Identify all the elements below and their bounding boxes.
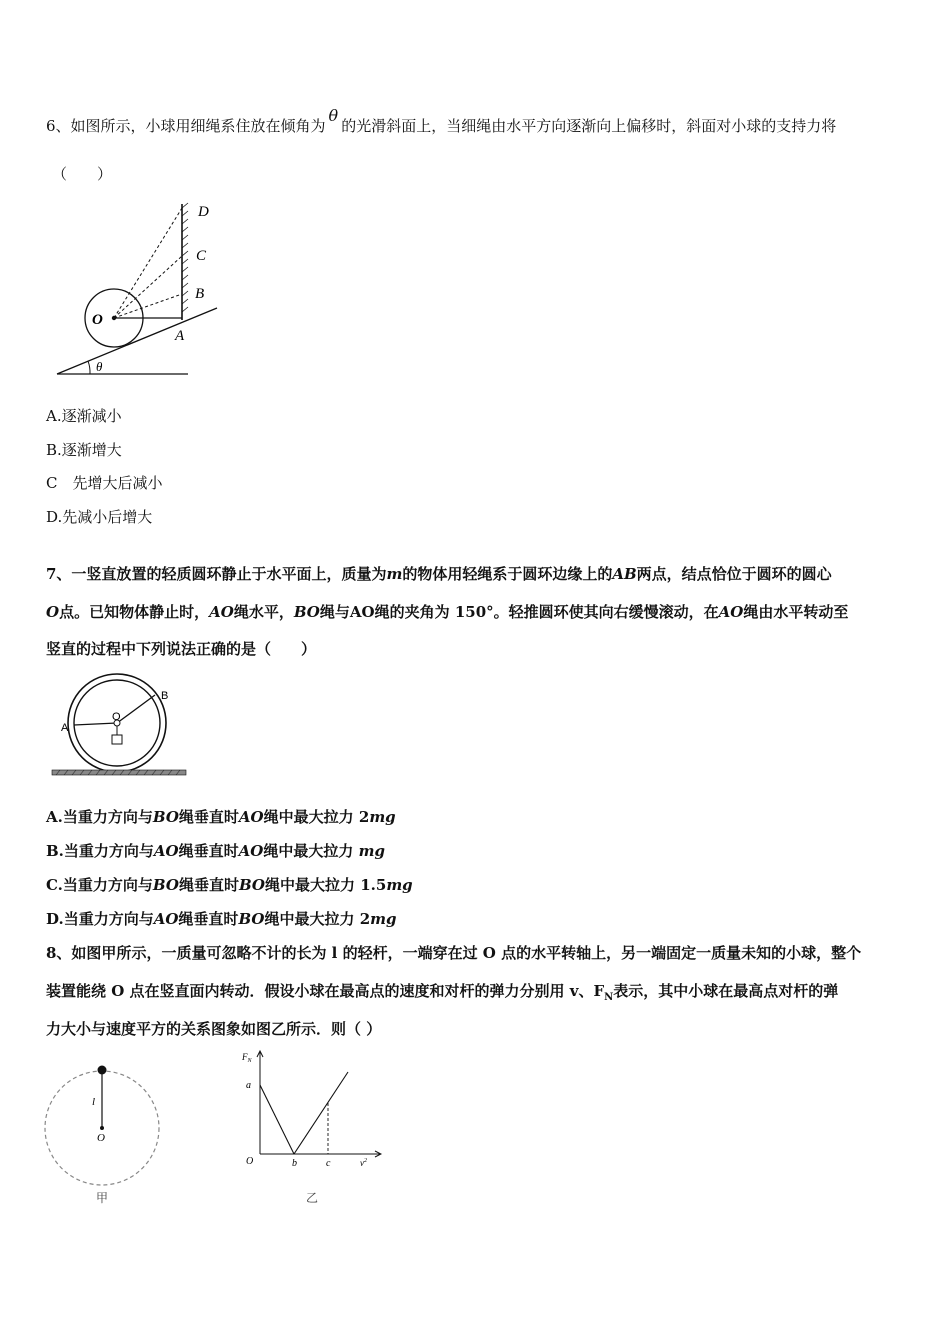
q7-mass-block [112,735,122,744]
q6-option-c[interactable]: C 先增大后减小 [46,474,163,492]
q7-opt-text: 绳中最大拉力 1.5 [264,876,387,894]
q7-mass-symbol: m [386,565,403,583]
q6-theta-symbol: θ [328,106,339,125]
q8-stem-line3: 力大小与速度平方的关系图象如图乙所示．则（ ） [46,1020,382,1038]
q8-yi-label-a: a [246,1080,251,1091]
q7-rope-bo-line [117,695,155,723]
q8-yi-caption: 乙 [306,1191,319,1205]
q7-option-c[interactable] [46,874,413,895]
q7-stem-line1 [46,563,832,584]
q7-opt-text: 绳中最大拉力 2 [264,910,371,928]
q7-opt-text: D.当重力方向与 [46,910,154,928]
q8-yi-label-b: b [292,1158,297,1169]
q8-yi-label-c: c [326,1158,331,1169]
q7-rope-bo: BO [293,603,320,621]
q7-text: 7、一竖直放置的轻质圆环静止于水平面上，质量为 [46,565,387,583]
q7-text: 的物体用轻绳系于圆环边缘上的 [402,565,613,583]
q8-figure-yi [236,1048,386,1208]
q7-opt-rope: AO [238,842,264,860]
q8-figure-jia [44,1058,169,1208]
q7-opt-rope: BO [152,876,179,894]
q7-opt-text: B.当重力方向与 [46,842,154,860]
q7-option-a[interactable] [46,806,396,827]
q7-opt-rope: AO [153,910,179,928]
q6-wall-hatch [182,203,188,312]
q7-opt-rope: BO [238,910,265,928]
q7-opt-unit: mg [358,842,385,860]
q6-paren: （ ） [52,165,113,183]
q7-figure [50,668,190,778]
q7-label-A: A [61,722,69,734]
q7-opt-text: C.当重力方向与 [46,876,153,894]
q7-points-ab: AB [612,565,637,583]
q6-string-OD [114,208,182,318]
q6-option-a[interactable]: A.逐渐减小 [46,407,122,425]
q7-opt-text: 绳垂直时 [178,808,239,826]
q8-yi-label-v2: $v^2$ [360,1158,367,1168]
q8-jia-ball [98,1066,107,1075]
q6-label-D: D [198,204,209,220]
q7-opt-text: 绳垂直时 [178,910,239,928]
q8-text: 表示，其中小球在最高点对杆的弹 [613,982,839,1000]
q7-opt-rope: AO [153,842,179,860]
q7-text: 点。已知物体静止时， [59,603,210,621]
q8-yi-label-FN: $F_N$ [242,1052,252,1064]
q8-yi-label-O: O [246,1156,254,1167]
q7-opt-rope: AO [238,808,264,826]
q8-yi-line-down [260,1085,294,1154]
q7-opt-rope: BO [152,808,179,826]
q7-opt-text: 绳垂直时 [178,876,239,894]
q8-text: 装置能绕 O 点在竖直面内转动．假设小球在最高点的速度和对杆的弹力分别用 v、F [46,982,605,1000]
q8-yi-line-up [294,1072,348,1154]
q7-label-O: O [112,711,121,723]
q7-opt-text: 绳垂直时 [178,842,239,860]
q7-rope-ao: AO [209,603,234,621]
q6-label-theta: θ [96,359,103,374]
q6-figure [52,198,222,383]
q7-opt-unit: mg [370,910,397,928]
q7-label-B: B [161,690,169,702]
q8-jia-pivot [100,1126,104,1130]
q6-stem-part-b: 的光滑斜面上，当细绳由水平方向逐渐向上偏移时，斜面对小球的支持力将 [341,117,837,135]
q7-option-d[interactable] [46,908,397,929]
q7-stem-line3: 竖直的过程中下列说法正确的是（ ） [46,640,317,658]
q7-text: 绳由水平转动至 [743,603,849,621]
q7-rope-ao-line [74,723,117,725]
q7-text: 绳的夹角为 150°。轻推圆环使其向右缓慢滚动，在 [374,603,719,621]
q7-ground [52,770,186,775]
q7-text: 绳与 [319,603,350,621]
q7-rope-ao: AO [349,603,375,621]
q8-jia-caption: 甲 [96,1191,109,1205]
q6-angle-arc [88,361,90,374]
q6-answer-paren [52,163,112,184]
q7-opt-text: 绳中最大拉力 [263,842,354,860]
q7-opt-text: A.当重力方向与 [46,808,153,826]
q8-stem-line1: 8、如图甲所示，一质量可忽略不计的长为 l 的轻杆，一端穿在过 O 点的水平转轴上，另一端固定一质量未知的小球，整个 [46,944,862,962]
q7-opt-rope: BO [238,876,265,894]
q6-label-A: A [175,328,185,344]
q6-label-B: B [195,286,205,302]
q6-label-O: O [92,312,103,328]
q7-point-o: O [46,603,60,621]
q8-jia-label-l: l [92,1096,96,1108]
q7-opt-unit: mg [369,808,396,826]
q7-text: 两点，结点恰位于圆环的圆心 [636,565,832,583]
q7-text: 绳水平， [233,603,294,621]
q8-fn-subscript: N [604,992,614,1003]
q7-opt-unit: mg [386,876,413,894]
q6-stem-part-a: 6、如图所示，小球用细绳系住放在倾角为 [46,117,326,135]
q6-stem-line1 [46,106,837,136]
q6-label-C: C [196,248,207,264]
q7-option-b[interactable] [46,840,385,861]
q6-option-b[interactable]: B.逐渐增大 [46,441,122,459]
q8-jia-label-O: O [97,1132,105,1144]
q6-option-d[interactable]: D.先减小后增大 [46,508,153,526]
q7-stem-line2 [46,601,848,622]
q7-opt-text: 绳中最大拉力 2 [263,808,370,826]
q8-stem-line2 [46,980,838,1003]
q6-string-OC [114,256,182,318]
q7-rope-ao: AO [718,603,744,621]
